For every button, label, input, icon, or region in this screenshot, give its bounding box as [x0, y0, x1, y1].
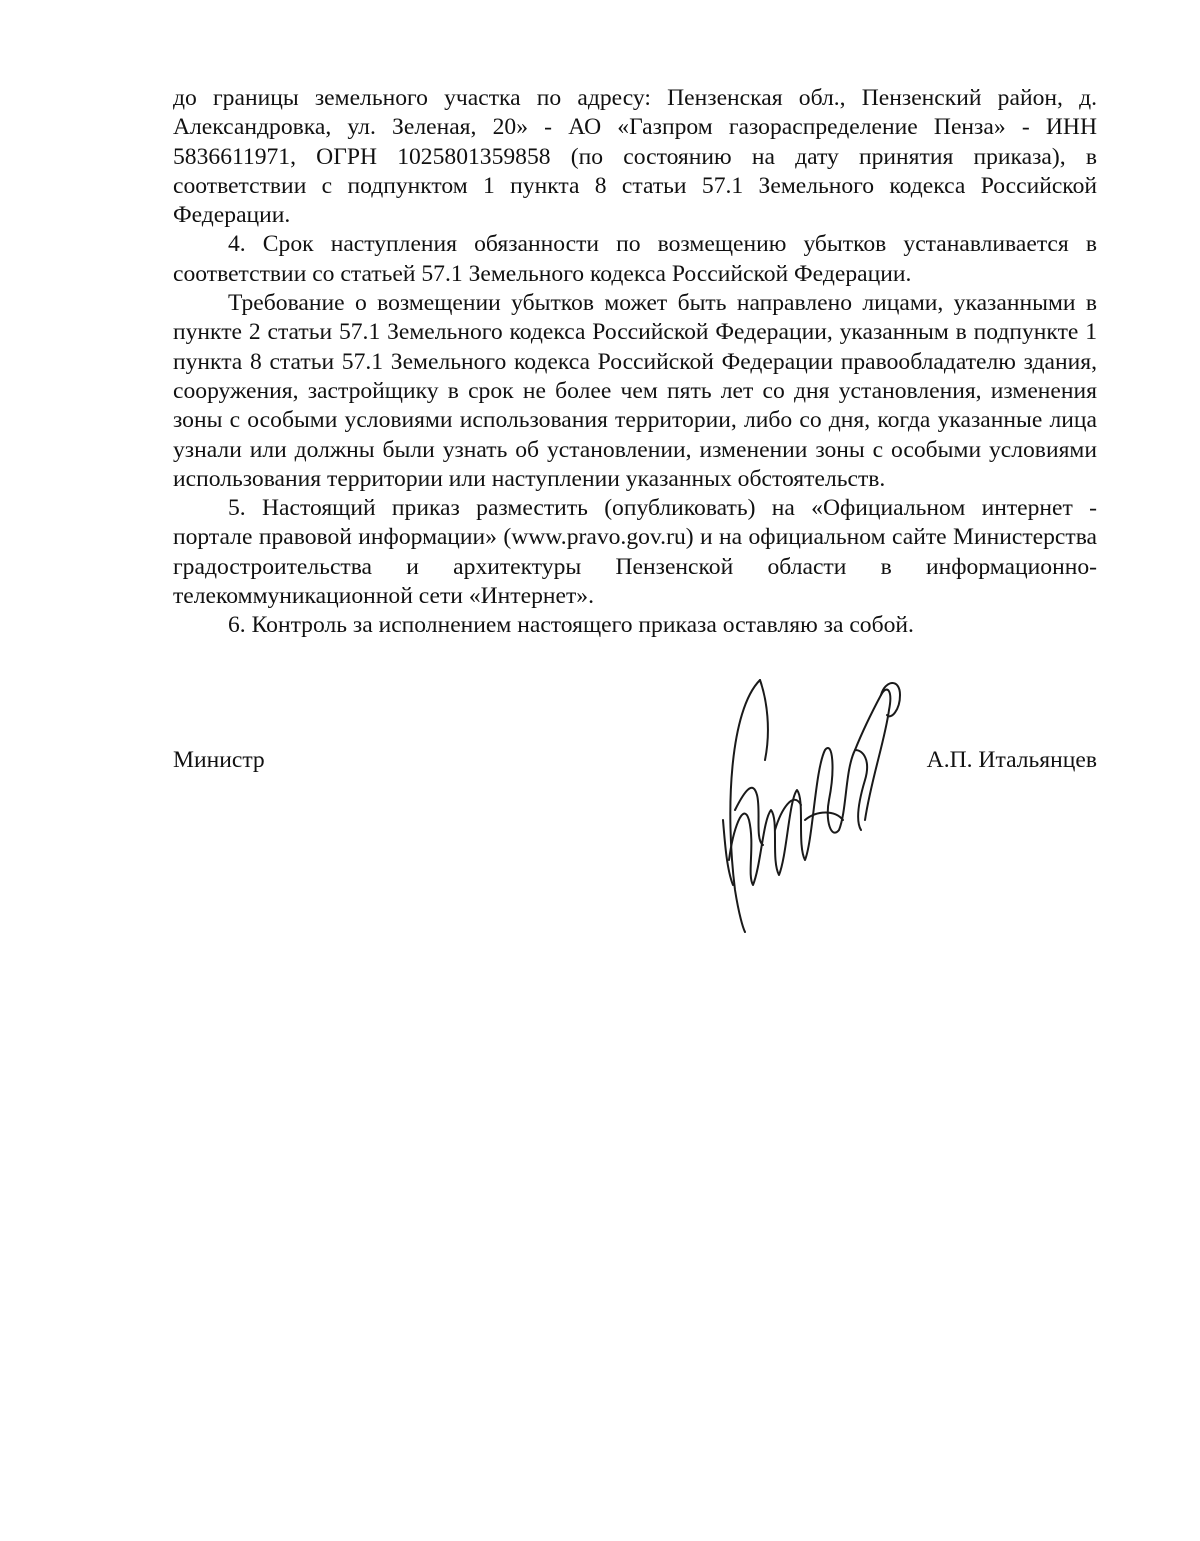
paragraph-item-4: 4. Срок наступления обязанности по возмещению убытков устанавливается в соответствии со статьей 57.1 Земельного кодекса Российской Федерации. [173, 231, 1097, 287]
paragraph-continuation: до границы земельного участка по адресу: Пензенская обл., Пензенский район, д. Александровка, ул. Зеленая, 20» - АО «Газпром газораспределение Пенза» - ИНН 5836611971, ОГРН 1025801359858 (по состоянию на дату принятия приказа), в соответствии с подпунктом 1 пункта 8 статьи 57.1 Земельного кодекса Российской Федерации. [173, 85, 1097, 229]
document-body [173, 84, 1097, 641]
paragraph-item-6: 6. Контроль за исполнением настоящего приказа оставляю за собой. [228, 612, 914, 639]
signature-block [173, 746, 1097, 786]
signer-name: А.П. Итальянцев [926, 747, 1097, 773]
paragraph-damages-claim: Требование о возмещении убытков может быть направлено лицами, указанными в пункте 2 статьи 57.1 Земельного кодекса Российской Федерации, указанным в подпункте 1 пункта 8 статьи 57.1 Земельного кодекса Российской Федерации правообладателю здания, сооружения, застройщику в срок не более чем пять лет со дня установления, изменения зоны с особыми условиями использования территории, либо со дня, когда указанные лица узнали или должны были узнать об установлении, изменении зоны с особыми условиями использования территории или наступлении указанных обстоятельств. [173, 290, 1097, 492]
handwritten-signature [705, 670, 905, 935]
paragraph-item-5: 5. Настоящий приказ разместить (опубликовать) на «Официальном интернет - портале правовой информации» (www.pravo.gov.ru) и на официальном сайте Министерства градостроительства и архитектуры Пензенской области в информационно-телекоммуникационной сети «Интернет». [173, 495, 1097, 610]
signer-position: Министр [173, 747, 265, 773]
